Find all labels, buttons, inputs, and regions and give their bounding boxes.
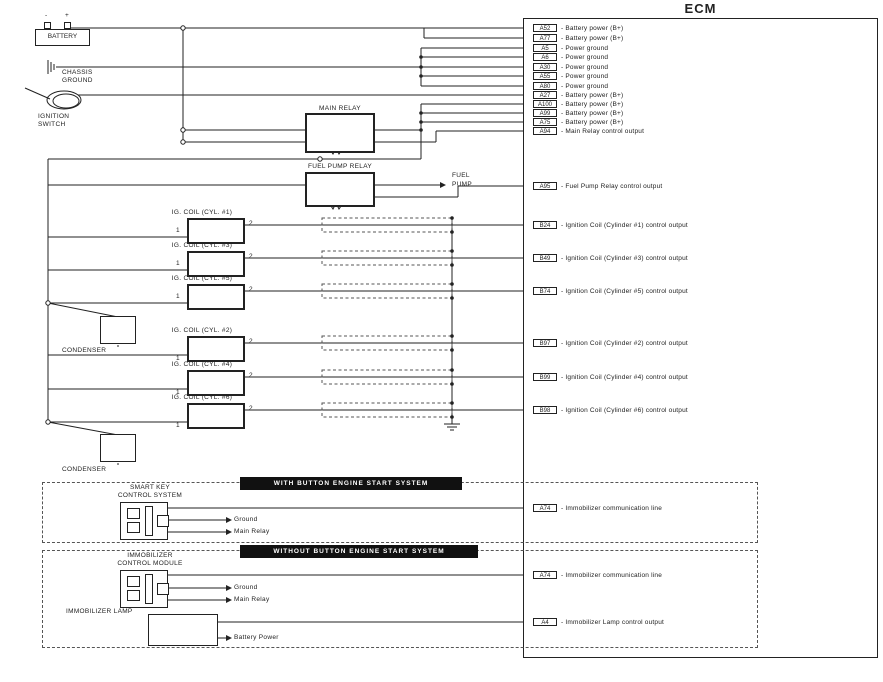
immobilizer-module-cell-2 (127, 590, 140, 601)
ignition-coil-label: IG. COIL (CYL. #5) (171, 275, 233, 282)
ecm-pin-id: B24 (533, 221, 557, 229)
immobilizer-main-relay-label: Main Relay (234, 596, 270, 603)
ecm-pin-desc: - Battery power (B+) (561, 24, 624, 32)
coil-pin2-label: 2 (249, 338, 253, 345)
ignition-coil-box (187, 251, 245, 277)
ecm-pin-desc: - Immobilizer Lamp control output (561, 618, 665, 626)
battery-power-label: Battery Power (234, 634, 279, 641)
smart-key-module-cell-2 (127, 522, 140, 533)
ecm-pin-id: A6 (533, 53, 557, 61)
ecm-pin-row (533, 338, 688, 348)
ecm-pin-desc: - Power ground (561, 82, 609, 90)
ecm-pin-id: A100 (533, 100, 557, 108)
ignition-coil-box (187, 336, 245, 362)
ecm-pin-id: A99 (533, 109, 557, 117)
battery-terminal-neg (44, 22, 51, 29)
main-relay-box (305, 113, 375, 153)
ecm-pin-row (533, 220, 688, 230)
smart-key-main-relay-label: Main Relay (234, 528, 270, 535)
ecm-pin-id: A74 (533, 504, 557, 512)
ecm-pin-desc: - Ignition Coil (Cylinder #1) control output (561, 221, 688, 229)
fuel-pump-label-1: FUEL (452, 172, 470, 179)
ignition-coil-box (187, 370, 245, 396)
ecm-pin-id: A55 (533, 72, 557, 80)
ecm-pin-row (533, 405, 688, 415)
ecm-pin-id: A4 (533, 618, 557, 626)
ecm-pin-id: B99 (533, 373, 557, 381)
ecm-pin-row (533, 71, 608, 81)
battery-plus-label: + (65, 12, 70, 19)
ecm-pin-desc: - Battery power (B+) (561, 109, 624, 117)
immobilizer-lamp-label: IMMOBILIZER LAMP (66, 608, 133, 615)
chassis-ground-label-2: GROUND (62, 77, 93, 84)
coil-pin1-label: 1 (176, 389, 180, 396)
ignition-switch-label-1: IGNITION (38, 113, 70, 120)
coil-pin1-label: 1 (176, 422, 180, 429)
ecm-pin-id: A5 (533, 44, 557, 52)
ecm-pin-desc: - Ignition Coil (Cylinder #5) control output (561, 287, 688, 295)
coil-pin1-label: 1 (176, 355, 180, 362)
smart-key-ground-label: Ground (234, 516, 258, 523)
battery-minus-label: - (45, 12, 48, 19)
ecm-pin-row (533, 23, 623, 33)
ecm-pin-row (533, 52, 608, 62)
ecm-pin-desc: - Immobilizer communication line (561, 504, 663, 512)
battery-terminal-pos (64, 22, 71, 29)
immobilizer-module-cell-3 (157, 583, 169, 595)
fuel-pump-label-2: PUMP (452, 181, 472, 188)
ecm-pin-row (533, 33, 623, 43)
ecm-pin-id: B98 (533, 406, 557, 414)
coil-pin2-label: 2 (249, 220, 253, 227)
coil-pin2-label: 2 (249, 286, 253, 293)
ignition-coil-box (187, 403, 245, 429)
coil-pin1-label: 1 (176, 227, 180, 234)
ecm-pin-desc: - Ignition Coil (Cylinder #4) control output (561, 373, 688, 381)
ecm-pin-row (533, 372, 688, 382)
coil-pin2-label: 2 (249, 405, 253, 412)
without-button-banner: WITHOUT BUTTON ENGINE START SYSTEM (240, 545, 478, 558)
fuel-pump-relay-box (305, 172, 375, 207)
ecm-pin-desc: - Battery power (B+) (561, 100, 624, 108)
ignition-coil-label: IG. COIL (CYL. #1) (171, 209, 233, 216)
ecm-pin-desc: - Immobilizer communication line (561, 571, 663, 579)
ecm-pin-desc: - Power ground (561, 72, 609, 80)
smart-key-module-bar (145, 506, 153, 536)
ecm-pin-desc: - Battery power (B+) (561, 118, 624, 126)
ignition-coil-label: IG. COIL (CYL. #6) (171, 394, 233, 401)
battery-box: BATTERY (35, 29, 90, 46)
ecm-pin-id: A80 (533, 82, 557, 90)
chassis-ground-label-1: CHASSIS (62, 69, 93, 76)
ecm-pin-id: A77 (533, 34, 557, 42)
ignition-coil-box (187, 218, 245, 244)
ecm-pin-id: B97 (533, 339, 557, 347)
condenser-1-box (100, 316, 136, 344)
fuel-pump-relay-label: FUEL PUMP RELAY (308, 163, 372, 170)
ignition-switch-label-2: SWITCH (38, 121, 66, 128)
ecm-pin-desc: - Ignition Coil (Cylinder #6) control output (561, 406, 688, 414)
with-button-banner: WITH BUTTON ENGINE START SYSTEM (240, 477, 462, 490)
ecm-pin-id: A30 (533, 63, 557, 71)
ecm-pin-row (533, 286, 688, 296)
ecm-pin-id: B74 (533, 287, 557, 295)
condenser-2-box (100, 434, 136, 462)
main-relay-label: MAIN RELAY (319, 105, 361, 112)
ecm-pin-desc: - Power ground (561, 63, 609, 71)
ecm-pin-desc: - Ignition Coil (Cylinder #3) control output (561, 254, 688, 262)
ecm-pin-desc: - Battery power (B+) (561, 91, 624, 99)
coil-pin2-label: 2 (249, 372, 253, 379)
immobilizer-label-1: IMMOBILIZER (127, 552, 173, 559)
ignition-coil-label: IG. COIL (CYL. #4) (171, 361, 233, 368)
ecm-pin-id: A27 (533, 91, 557, 99)
ecm-pin-id: A52 (533, 24, 557, 32)
smart-key-module-cell-1 (127, 508, 140, 519)
ecm-pin-desc: - Fuel Pump Relay control output (561, 182, 663, 190)
immobilizer-module-bar (145, 574, 153, 604)
ecm-pin-desc: - Main Relay control output (561, 127, 645, 135)
condenser-2-label: CONDENSER (62, 466, 107, 473)
coil-pin1-label: 1 (176, 293, 180, 300)
ignition-coil-label: IG. COIL (CYL. #3) (171, 242, 233, 249)
ignition-coil-label: IG. COIL (CYL. #2) (171, 327, 233, 334)
coil-pin1-label: 1 (176, 260, 180, 267)
coil-pin2-label: 2 (249, 253, 253, 260)
ignition-coil-box (187, 284, 245, 310)
smart-key-module-cell-3 (157, 515, 169, 527)
ecm-pin-desc: - Power ground (561, 53, 609, 61)
ecm-pin-desc: - Ignition Coil (Cylinder #2) control output (561, 339, 688, 347)
ecm-pin-id: A95 (533, 182, 557, 190)
ecm-pin-row (533, 181, 662, 191)
immobilizer-lamp-box (148, 614, 218, 646)
smart-key-label-2: CONTROL SYSTEM (117, 492, 183, 499)
ecm-title: ECM (684, 1, 717, 16)
ecm-pin-id: A75 (533, 118, 557, 126)
immobilizer-label-2: CONTROL MODULE (117, 560, 183, 567)
immobilizer-ground-label: Ground (234, 584, 258, 591)
ecm-pin-desc: - Power ground (561, 44, 609, 52)
ecm-pin-row (533, 126, 644, 136)
immobilizer-module-cell-1 (127, 576, 140, 587)
condenser-1-label: CONDENSER (62, 347, 107, 354)
ecm-pin-id: A74 (533, 571, 557, 579)
ecm-pin-row (533, 253, 688, 263)
smart-key-label-1: SMART KEY (129, 484, 171, 491)
ecm-pin-desc: - Battery power (B+) (561, 34, 624, 42)
ecm-pin-id: B49 (533, 254, 557, 262)
ecm-pin-id: A94 (533, 127, 557, 135)
